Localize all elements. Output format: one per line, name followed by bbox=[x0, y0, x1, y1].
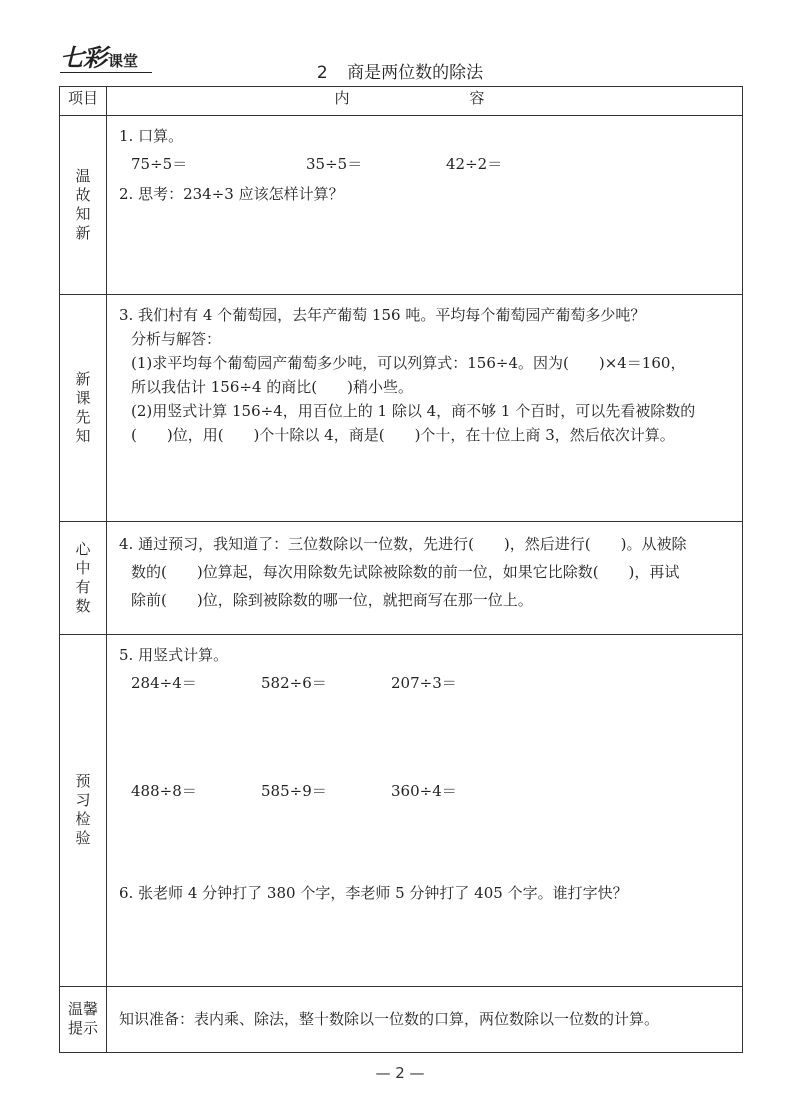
header-item: 项目 bbox=[60, 87, 107, 116]
analysis-line: (2)用竖式计算 156÷4，用百位上的 1 除以 4，商不够 1 个百时，可以先看被除数的 bbox=[131, 401, 696, 420]
question-1: 1. 口算。 bbox=[119, 127, 184, 146]
section-content bbox=[107, 986, 743, 1052]
section-content bbox=[107, 521, 743, 634]
section-label: 新课先知 bbox=[60, 294, 107, 521]
analysis-line: (1)求平均每个葡萄园产葡萄多少吨，可以列算式：156÷4。因为( )×4＝160， bbox=[131, 353, 686, 372]
brand-script: 七彩 bbox=[60, 43, 106, 72]
brand-sub: 课堂 bbox=[108, 52, 139, 70]
expr: 284÷4＝ bbox=[131, 674, 197, 693]
section-content bbox=[107, 635, 743, 986]
worksheet-table bbox=[59, 86, 743, 1053]
section-review bbox=[60, 116, 743, 295]
expr: 207÷3＝ bbox=[391, 674, 457, 693]
question-3: 3. 我们村有 4 个葡萄园，去年产葡萄 156 吨。平均每个葡萄园产葡萄多少吨？ bbox=[119, 305, 646, 324]
section-summary bbox=[60, 521, 743, 634]
section-label: 预习检验 bbox=[60, 635, 107, 986]
expr: 360÷4＝ bbox=[391, 782, 457, 801]
analysis-line: 所以我估计 156÷4 的商比( )稍小些。 bbox=[131, 377, 413, 396]
vertical-calc-row bbox=[119, 671, 732, 695]
summary-line: 4. 通过预习，我知道了：三位数除以一位数，先进行( )，然后进行( )。从被除 bbox=[119, 534, 687, 553]
section-content bbox=[107, 116, 743, 295]
analysis-line: ( )位，用( )个十除以 4，商是( )个十，在十位上商 3，然后依次计算。 bbox=[131, 425, 675, 444]
tip-text: 知识准备：表内乘、除法，整十数除以一位数的口算，两位数除以一位数的计算。 bbox=[119, 1010, 660, 1029]
lesson-number: 2 bbox=[316, 63, 328, 83]
page-title bbox=[0, 58, 800, 83]
section-practice bbox=[60, 635, 743, 986]
page-number: — 2 — bbox=[375, 1064, 425, 1082]
question-2: 2. 思考：234÷3 应该怎样计算？ bbox=[119, 185, 344, 204]
vertical-calc-row bbox=[119, 779, 732, 803]
section-content bbox=[107, 294, 743, 521]
table-header-row bbox=[60, 87, 743, 116]
question-5: 5. 用竖式计算。 bbox=[119, 646, 229, 665]
analysis-label: 分析与解答： bbox=[131, 329, 222, 348]
expr: 585÷9＝ bbox=[261, 782, 327, 801]
expr: 35÷5＝ bbox=[306, 155, 363, 174]
section-new-lesson bbox=[60, 294, 743, 521]
lesson-title: 商是两位数的除法 bbox=[347, 63, 484, 83]
summary-line: 数的( )位算起，每次用除数先试除被除数的前一位，如果它比除数( )，再试 bbox=[131, 562, 680, 581]
expr: 488÷8＝ bbox=[131, 782, 197, 801]
mental-math-row bbox=[119, 152, 732, 176]
summary-line: 除前( )位，除到被除数的哪一位，就把商写在那一位上。 bbox=[131, 590, 533, 609]
question-6: 6. 张老师 4 分钟打了 380 个字，李老师 5 分钟打了 405 个字。谁打字快？ bbox=[119, 884, 628, 903]
header-content: 内 容 bbox=[107, 87, 743, 116]
section-tips bbox=[60, 986, 743, 1052]
expr: 75÷5＝ bbox=[131, 155, 188, 174]
section-label: 温故知新 bbox=[60, 116, 107, 295]
section-label: 温馨提示 bbox=[60, 986, 107, 1052]
section-label: 心中有数 bbox=[60, 521, 107, 634]
expr: 582÷6＝ bbox=[261, 674, 327, 693]
expr: 42÷2＝ bbox=[446, 155, 503, 174]
